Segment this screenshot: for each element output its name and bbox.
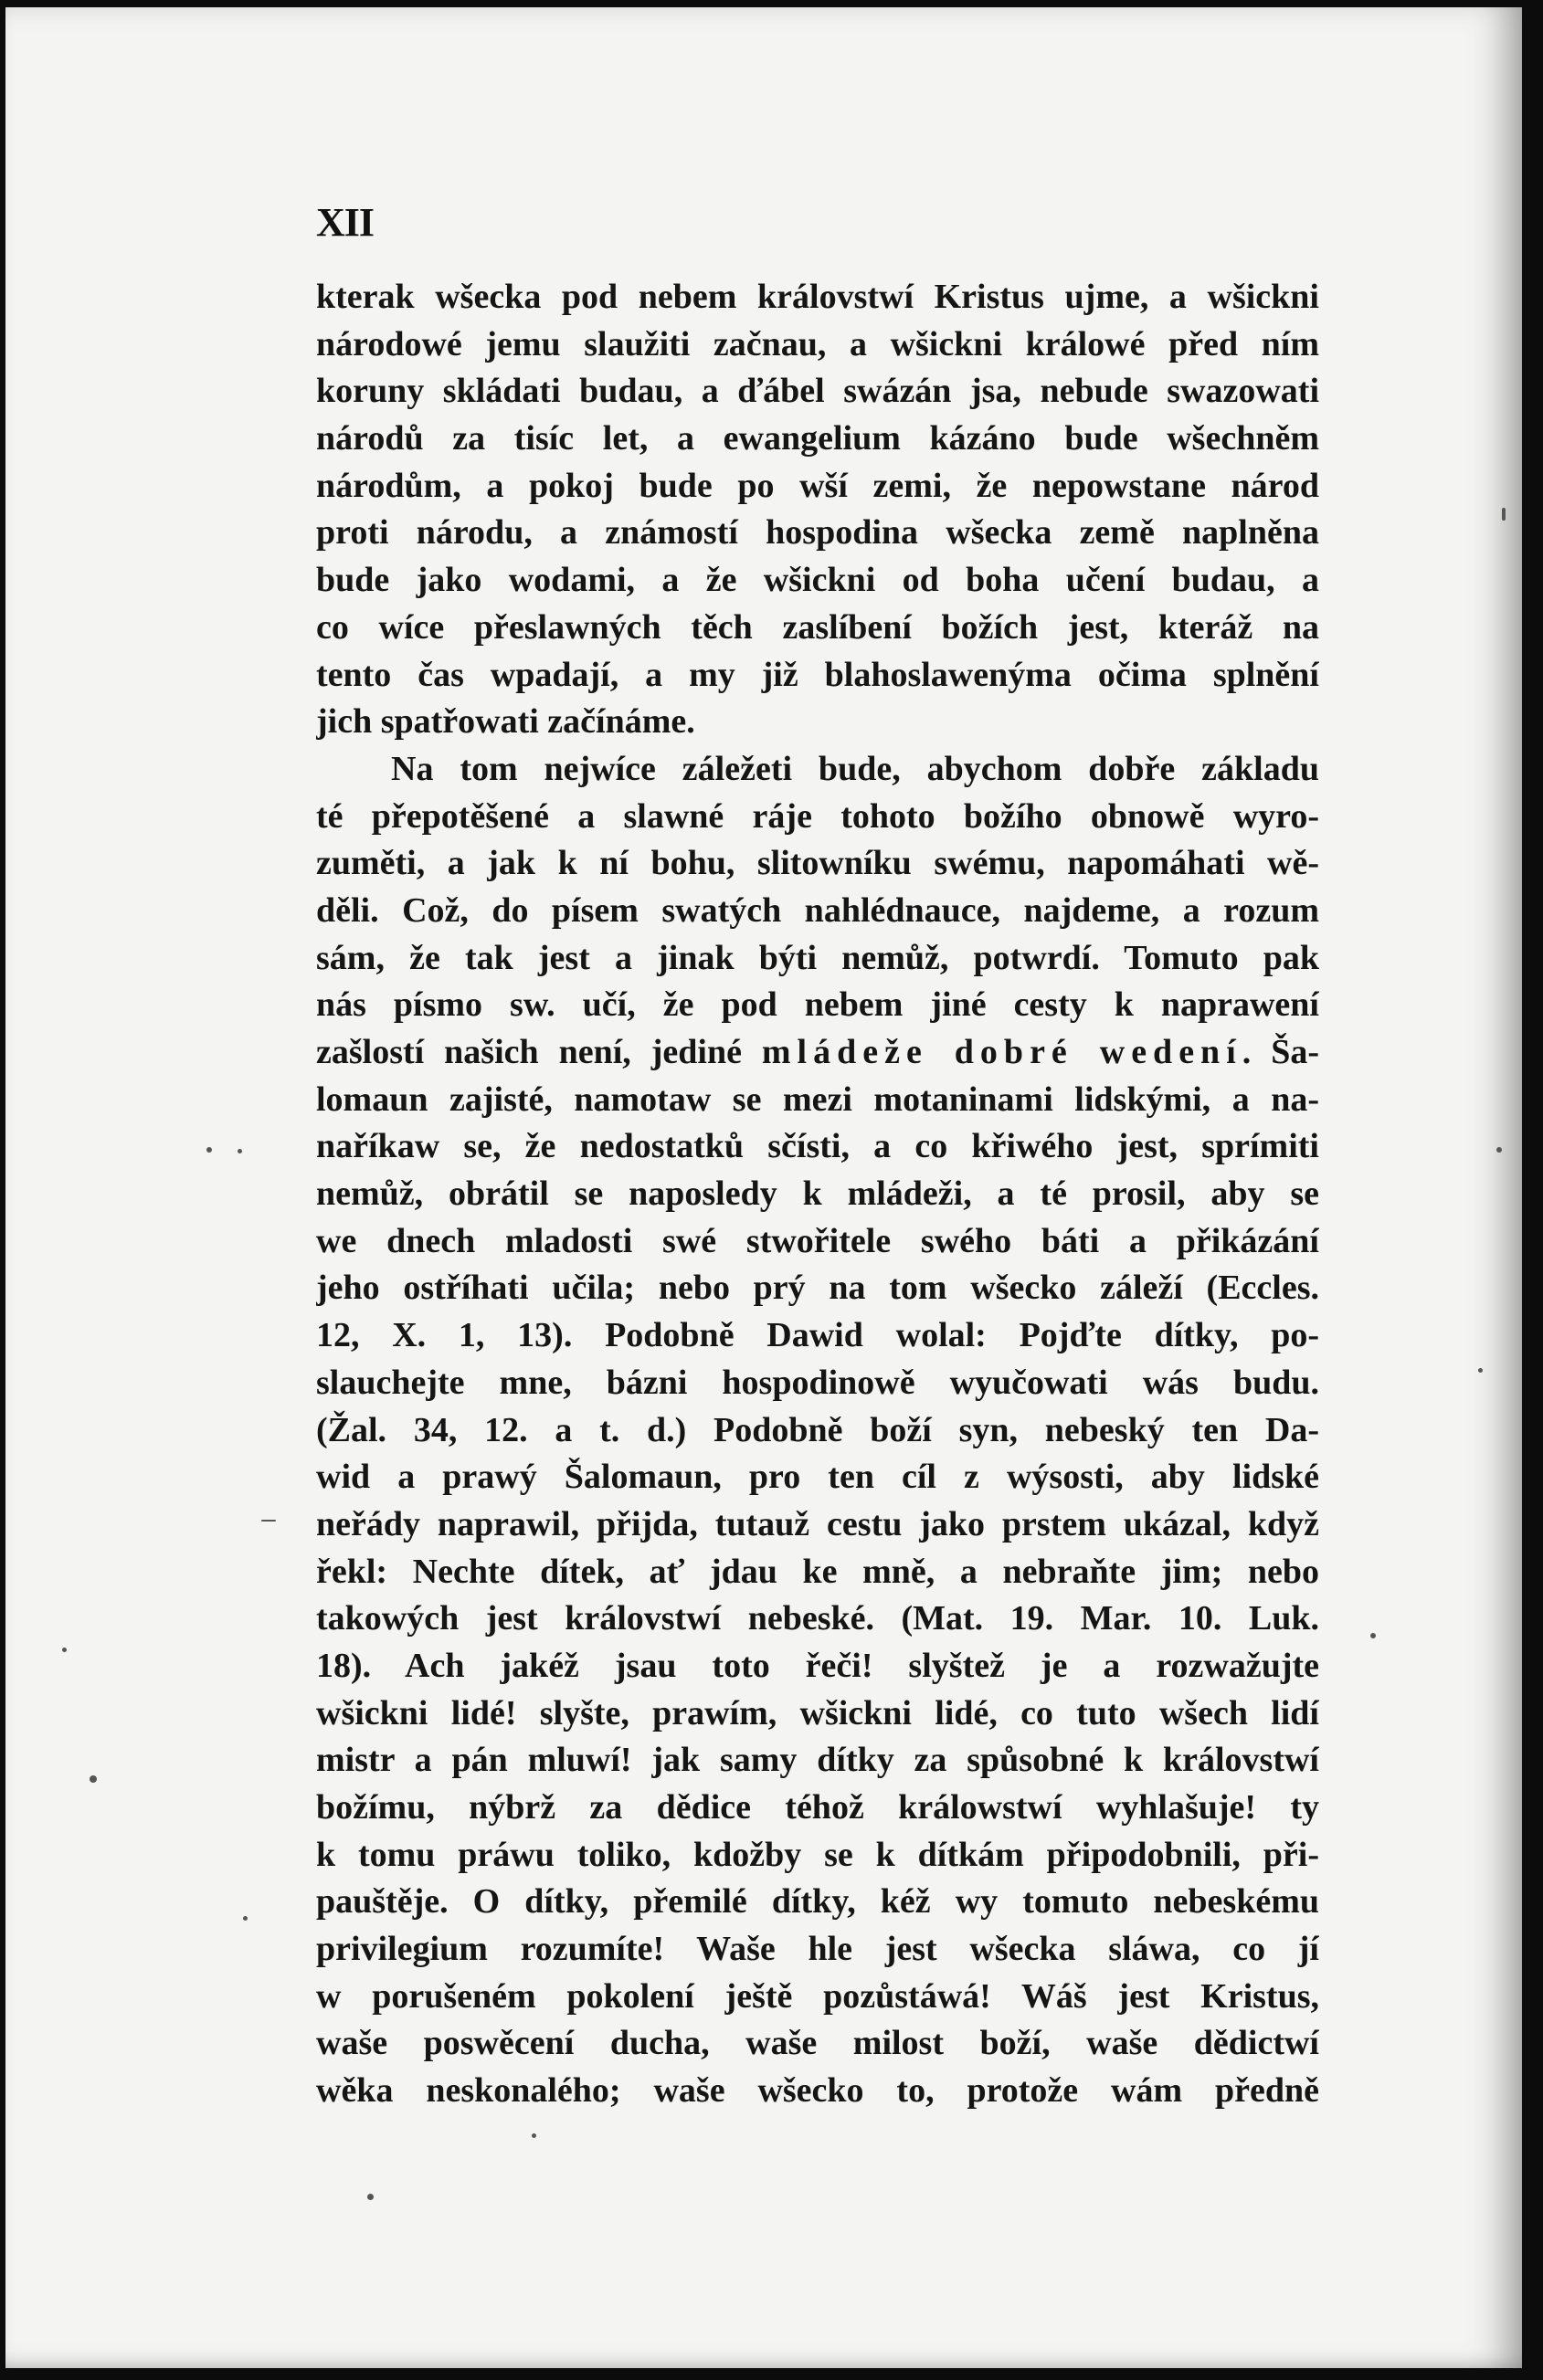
scan-speck	[1478, 1368, 1483, 1373]
text-line: we dnech mladosti swé stwořitele swého báti a přikázání	[316, 1221, 1319, 1260]
text-line: mistr a pán mluwí! jak samy dítky za spůsobné k královstwí	[316, 1741, 1319, 1780]
text-fragment: zašlostí našich není, jediné	[316, 1033, 742, 1071]
book-page	[5, 7, 1522, 2368]
scan-speck	[243, 1916, 248, 1921]
text-line: neřády naprawil, přijda, tutauž cestu jako prstem ukázal, když	[316, 1504, 1319, 1543]
scan-speck	[1502, 508, 1506, 521]
text-line: takowých jest královstwí nebeské. (Mat. 19. Mar. 10. Luk.	[316, 1599, 1319, 1638]
scan-speck	[206, 1147, 212, 1153]
text-line: té přepotěšené a slawné ráje tohoto božího obnowě wyro-	[316, 796, 1319, 836]
text-line: 18). Ach jakéž jsau toto řeči! slyštež je a rozwažujte	[316, 1646, 1319, 1685]
scan-speck	[62, 1648, 67, 1652]
paragraph-start-line: Na tom nejwíce záležeti bude, abychom dobře základu	[391, 749, 1319, 788]
text-line: bude jako wodami, a že wšickni od boha učení budau, a	[316, 561, 1319, 600]
emphasized-phrase: mládeže dobré wedení	[761, 1033, 1242, 1071]
text-line: sám, že tak jest a jinak býti nemůž, potwrdí. Tomuto pak	[316, 938, 1319, 977]
scan-speck	[1370, 1633, 1376, 1638]
text-line: božímu, nýbrž za dědice téhož králowstwí wyhlašuje! ty	[316, 1788, 1319, 1827]
scan-speck	[90, 1775, 97, 1783]
page-number: XII	[316, 200, 375, 245]
text-line: kterak wšecka pod nebem královstwí Kristus ujme, a wšickni	[316, 278, 1319, 316]
text-line: (Žal. 34, 12. a t. d.) Podobně boží syn, nebeský ten Da-	[316, 1410, 1319, 1449]
text-line: waše poswěcení ducha, waše milost boží, waše dědictwí	[316, 2024, 1319, 2063]
text-line: slauchejte mne, bázni hospodinowě wyučowati wás budu.	[316, 1363, 1319, 1402]
text-line: děli. Což, do písem swatých nahlédnauce, najdeme, a rozum	[316, 890, 1319, 930]
text-line: naříkaw se, že nedostatků sčísti, a co křiwého jest, sprímiti	[316, 1127, 1319, 1166]
text-line: řekl: Nechte dítek, ať jdau ke mně, a nebraňte jim; nebo	[316, 1552, 1319, 1591]
text-line: tento čas wpadají, a my již blahoslawenýma očima splnění	[316, 655, 1319, 694]
scan-speck	[1496, 1147, 1502, 1153]
text-line: zuměti, a jak k ní bohu, slitowníku swému, napomáhati wě-	[316, 844, 1319, 883]
scan-speck	[367, 2194, 374, 2200]
scan-speck	[238, 1149, 242, 1153]
text-line: proti národu, a známostí hospodina wšecka země naplněna	[316, 513, 1319, 553]
text-line: wid a prawý Šalomaun, pro ten cíl z wýsosti, aby lidské	[316, 1458, 1319, 1497]
scan-speck	[261, 1520, 276, 1522]
text-line: jeho ostříhati učila; nebo prý na tom wšecko záleží (Eccles.	[316, 1269, 1319, 1308]
text-fragment: . Ša-	[1242, 1033, 1319, 1071]
text-line: jich spatřowati začínáme.	[316, 702, 695, 742]
text-line: národowé jemu slaužiti začnau, a wšickni králowé před ním	[316, 324, 1319, 363]
text-line: k tomu práwu toliko, kdožby se k dítkám připodobnili, při-	[316, 1835, 1319, 1874]
text-line: privilegium rozumíte! Waše hle jest wšecka sláwa, co jí	[316, 1930, 1319, 1969]
text-line: wšickni lidé! slyšte, prawím, wšickni lidé, co tuto wšech lidí	[316, 1693, 1319, 1732]
text-line: národů za tisíc let, a ewangelium kázáno bude wšechněm	[316, 419, 1319, 458]
text-line: pauštěje. O dítky, přemilé dítky, kéž wy tomuto nebeskému	[316, 1882, 1319, 1922]
body-text	[316, 274, 1319, 2115]
text-line: nás písmo sw. učí, že pod nebem jiné cesty k naprawení	[316, 985, 1319, 1025]
text-line: wěka neskonalého; waše wšecko to, protože wám předně	[316, 2071, 1319, 2111]
text-line: lomaun zajisté, namotaw se mezi motaninami lidskými, a na-	[316, 1079, 1319, 1119]
text-line: co wíce přeslawných těch zaslíbení božích jest, kteráž na	[316, 607, 1319, 647]
text-line: w porušeném pokolení ještě pozůstáwá! Wáš jest Kristus,	[316, 1976, 1319, 2016]
text-line: národům, a pokoj bude po wší zemi, že nepowstane národ	[316, 466, 1319, 505]
text-line: 12, X. 1, 13). Podobně Dawid wolal: Pojďte dítky, po-	[316, 1316, 1319, 1355]
text-line: koruny skládati budau, a ďábel swázán jsa, nebude swazowati	[316, 372, 1319, 411]
text-line: nemůž, obrátil se naposledy k mládeži, a té prosil, aby se	[316, 1174, 1319, 1214]
scan-speck	[532, 2133, 536, 2138]
text-line-with-emphasis	[316, 1029, 1319, 1077]
